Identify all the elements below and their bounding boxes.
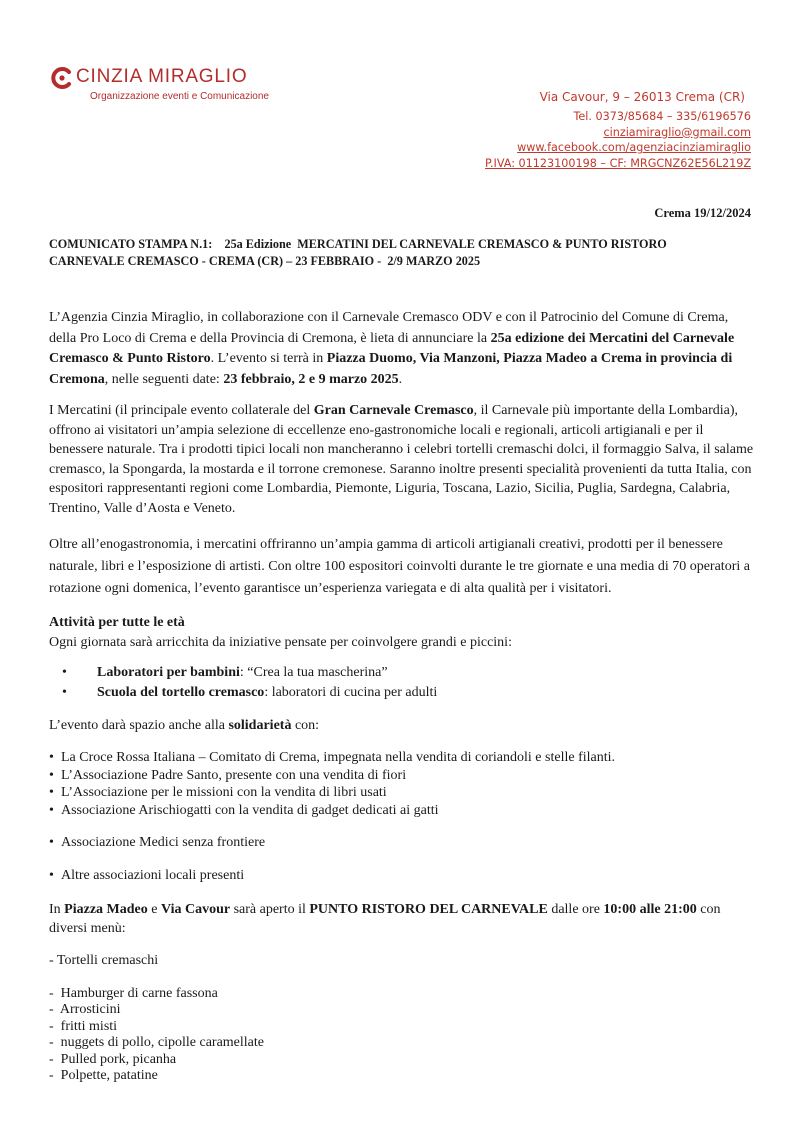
text: In xyxy=(49,902,65,917)
contact-facebook-link[interactable]: www.facebook.com/agenziacinziamiraglio xyxy=(517,141,751,155)
text: . L’evento si terrà in xyxy=(210,351,327,366)
menu-item: - Polpette, patatine xyxy=(49,1068,158,1083)
markets-paragraph xyxy=(49,401,755,518)
contact-vat: P.IVA: 01123100198 – CF: MRGCNZ62E56L219Z xyxy=(484,157,751,171)
list-item: • La Croce Rossa Italiana – Comitato di Crema, impegnata nella vendita di coriandoli e stelle filanti. xyxy=(49,749,755,767)
contact-email-link[interactable]: cinziamiraglio@gmail.com xyxy=(603,125,751,139)
list-item: • Associazione Arischiogatti con la vendita di gadget dedicati ai gatti xyxy=(49,802,755,820)
location-name: Piazza Madeo xyxy=(64,902,148,917)
activities-heading: Attività per tutte le età xyxy=(49,615,185,630)
ristoro-name: PUNTO RISTORO DEL CARNEVALE xyxy=(309,902,548,917)
text: dalle ore xyxy=(547,902,604,917)
list-item: • Altre associazioni locali presenti xyxy=(49,867,755,885)
menu-item: - Tortelli cremaschi xyxy=(49,953,159,968)
brand-tagline: Organizzazione eventi e Comunicazione xyxy=(90,91,269,102)
text: . xyxy=(398,371,403,387)
title-line-2: CARNEVALE CREMASCO - CREMA (CR) – 23 FEBBRAIO - 2/9 MARZO 2025 xyxy=(49,254,481,268)
solidarity-word: solidarietà xyxy=(228,718,292,733)
activity-name: Scuola del tortello cremasco xyxy=(97,684,265,700)
contact-address: Via Cavour, 9 – 26013 Crema (CR) xyxy=(539,90,745,104)
text: con: xyxy=(291,718,320,733)
list-item: • L’Associazione per le missioni con la vendita di libri usati xyxy=(49,784,755,802)
menu-item: - Pulled pork, picanha xyxy=(49,1051,177,1067)
activities-list xyxy=(49,663,755,702)
menu-item: - fritti misti xyxy=(49,1018,118,1034)
activity-name: Laboratori per bambini xyxy=(97,665,240,680)
menu-list xyxy=(49,953,755,1085)
list-item xyxy=(49,663,755,683)
logo-swoosh-icon xyxy=(50,67,72,89)
event-location: Piazza Duomo, Via Manzoni, Piazza Madeo a Crema in provincia di Cremona xyxy=(49,351,733,387)
document-body xyxy=(49,308,755,1085)
crafts-paragraph: Oltre all’enogastronomia, i mercatini offriranno un’ampia gamma di articoli artigianali creativi, prodotti per il benessere naturale, libri e l’esposizione di artisti. Con oltre 100 espositori coinvolti durante le tre giornate e una media di 70 operatori a rotazione ogni domenica, l’evento garantisce un’esperienza variegata e di alta qualità per i visitatori. xyxy=(49,537,750,596)
text: sarà aperto il xyxy=(230,902,310,917)
text: L’evento darà spazio anche alla xyxy=(49,718,229,733)
activity-desc: : “Crea la tua mascherina” xyxy=(239,665,388,680)
list-item: • Associazione Medici senza frontiere xyxy=(49,834,755,852)
carnival-name: Gran Carnevale Cremasco xyxy=(313,403,474,418)
intro-paragraph xyxy=(49,308,755,390)
text: L’Agenzia Cinzia Miraglio, in collaborazione con il Carnevale Cremasco ODV e con il Patrocinio del Comune di Crema, della Pro Loco di Crema e della Provincia di Cremona, è lieta di annunciare la xyxy=(49,310,729,346)
menu-item: - Arrosticini xyxy=(49,1002,121,1017)
menu-item: - Hamburger di carne fassona xyxy=(49,985,218,1001)
text: , nelle seguenti date: xyxy=(104,371,224,387)
ristoro-paragraph xyxy=(49,900,755,938)
solidarity-intro xyxy=(49,716,755,736)
activity-desc: : laboratori di cucina per adulti xyxy=(264,684,438,700)
text: e xyxy=(147,902,161,917)
activities-intro: Ogni giornata sarà arricchita da iniziative pensate per coinvolgere grandi e piccini: xyxy=(49,635,512,650)
document-date: Crema 19/12/2024 xyxy=(654,206,751,220)
solidarity-list xyxy=(49,749,755,884)
contact-block xyxy=(485,90,751,172)
text: con diversi menù: xyxy=(49,902,721,936)
brand-name: CINZIA MIRAGLIO xyxy=(76,66,248,87)
text: , il Carnevale più importante della Lombardia), offrono ai visitatori un’ampia selezione di eccellenze eno-gastronomiche locali e regionali, articoli artigianali e per il benessere naturale. Tra i prodotti tipici locali non mancheranno i celebri tortelli cremaschi dolci, il formaggio Salva, il salame cremasco, la Spongarda, la mostarda e il torrone cremonese. Saranno inoltre presenti specialità provenienti da tutta Italia, con espositori rappresentanti regioni come Lombardia, Piemonte, Liguria, Toscana, Lazio, Sicilia, Puglia, Sardegna, Calabria, Trentino, Valle d’Aosta e Veneto. xyxy=(49,403,754,516)
contact-phone: Tel. 0373/85684 – 335/6196576 xyxy=(573,109,751,123)
press-release-title xyxy=(49,236,759,270)
location-name: Via Cavour xyxy=(160,902,231,917)
text: I Mercatini (il principale evento collaterale del xyxy=(49,403,314,418)
event-name: 25a edizione dei Mercatini del Carnevale Cremasco & Punto Ristoro xyxy=(49,330,735,366)
list-item: • L’Associazione Padre Santo, presente con una vendita di fiori xyxy=(49,767,755,785)
event-dates: 23 febbraio, 2 e 9 marzo 2025 xyxy=(223,371,399,387)
menu-item: - nuggets di pollo, cipolle caramellate xyxy=(49,1035,264,1050)
list-item xyxy=(49,683,755,703)
title-line-1: COMUNICATO STAMPA N.1: 25a Edizione MERCATINI DEL CARNEVALE CREMASCO & PUNTO RISTORO xyxy=(49,237,667,251)
opening-hours: 10:00 alle 21:00 xyxy=(603,902,697,917)
